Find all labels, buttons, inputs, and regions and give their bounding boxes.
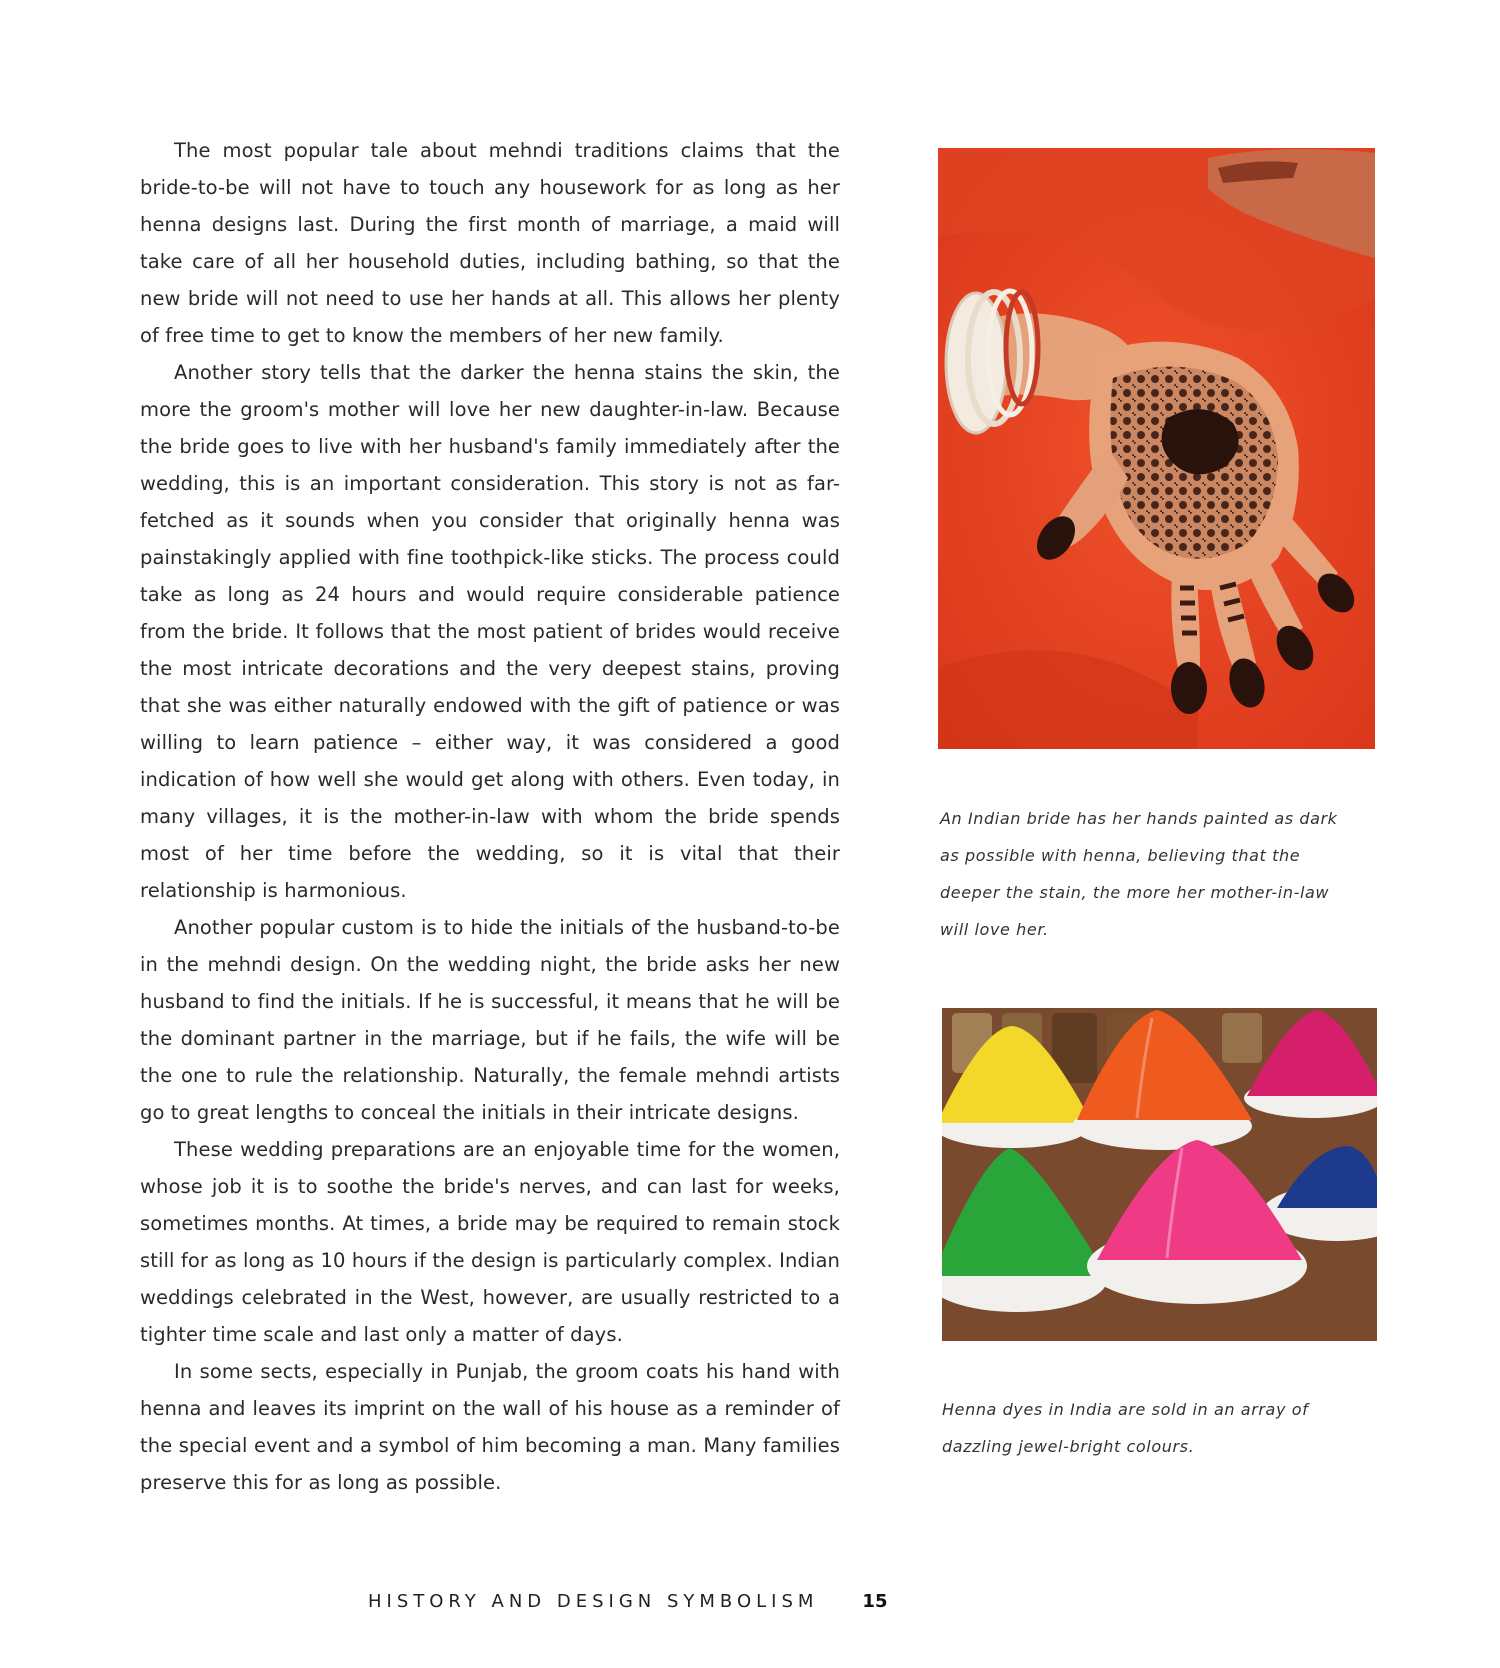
figure-caption: Henna dyes in India are sold in an array of dazzling jewel-bright colours.: [942, 1400, 1309, 1456]
henna-hand-photo: [938, 148, 1375, 749]
paragraph: Another story tells that the darker the henna stains the skin, the more the groom's mother will love her new daughter-in-law. Because the bride goes to live with her husband's family immediately after the wedding, this is an important consideration. This story is not as far-fetched as it sounds when you consider that originally henna was painstakingly applied with fine toothpick-like sticks. The process could take as long as 24 hours and would require considerable patience from the bride. It follows that the most patient of brides would receive the most intricate decorations and the very deepest stains, proving that she was either naturally endowed with the gift of patience or was willing to learn patience – either way, it was considered a good indication of how well she would get along with others. Even today, in many villages, it is the mother-in-law with whom the bride spends most of her time before the wedding, so it is vital that their relationship is harmonious.: [140, 361, 840, 902]
page-footer: [368, 1586, 887, 1616]
paragraph: The most popular tale about mehndi traditions claims that the bride-to-be will not have to touch any housework for as long as her henna designs last. During the first month of marriage, a maid will take care of all her household duties, including bathing, so that the new bride will not need to use her hands at all. This allows her plenty of free time to get to know the members of her new family.: [140, 139, 840, 347]
henna-dyes-illustration: [942, 1008, 1377, 1341]
figure-caption: An Indian bride has her hands painted as dark as possible with henna, believing that the deeper the stain, the more her mother-in-law will love her.: [940, 809, 1338, 939]
henna-hand-illustration: [938, 148, 1375, 749]
page-number: 15: [862, 1590, 888, 1612]
paragraph: In some sects, especially in Punjab, the groom coats his hand with henna and leaves its imprint on the wall of his house as a reminder of the special event and a symbol of him becoming a man. Many families preserve this for as long as possible.: [140, 1360, 840, 1494]
henna-dyes-photo: [942, 1008, 1377, 1341]
running-head: HISTORY AND DESIGN SYMBOLISM: [368, 1590, 819, 1612]
body-text: [140, 132, 840, 1501]
paragraph: Another popular custom is to hide the initials of the husband-to-be in the mehndi design. On the wedding night, the bride asks her new husband to find the initials. If he is successful, it means that he will be the dominant partner in the marriage, but if he fails, the wife will be the one to rule the relationship. Naturally, the female mehndi artists go to great lengths to conceal the initials in their intricate designs.: [140, 916, 840, 1124]
paragraph: These wedding preparations are an enjoyable time for the women, whose job it is to soothe the bride's nerves, and can last for weeks, sometimes months. At times, a bride may be required to remain stock still for as long as 10 hours if the design is particularly complex. Indian weddings celebrated in the West, however, are usually restricted to a tighter time scale and last only a matter of days.: [140, 1138, 840, 1346]
